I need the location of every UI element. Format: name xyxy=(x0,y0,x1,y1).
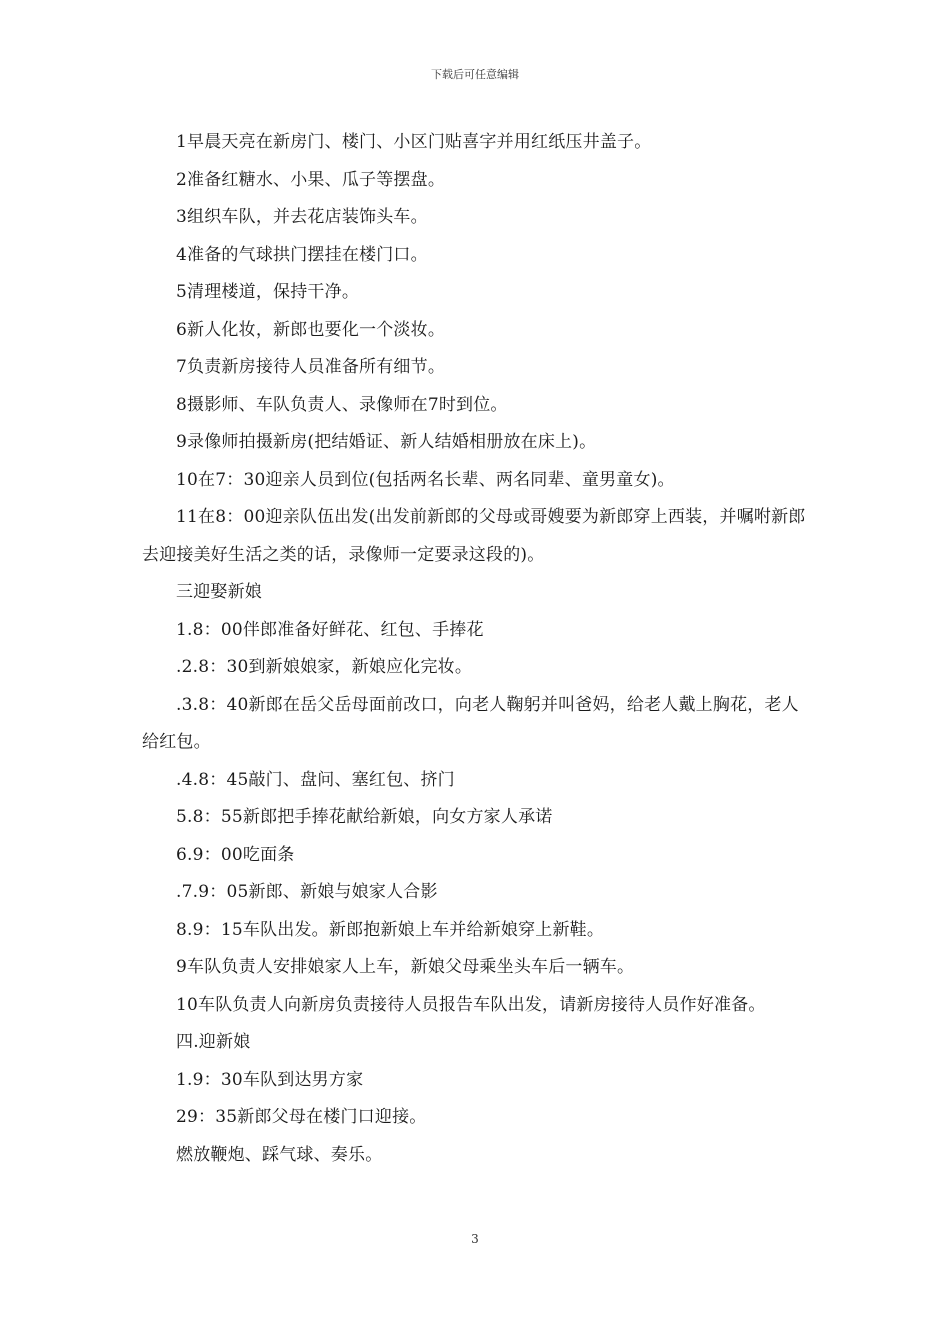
document-body xyxy=(142,124,810,1174)
page-header: 下载后可任意编辑 xyxy=(431,68,519,81)
paragraph: 燃放鞭炮、踩气球、奏乐。 xyxy=(176,1144,383,1165)
section-heading: 三迎娶新娘 xyxy=(176,582,262,602)
paragraph: 8摄影师、车队负责人、录像师在7时到位。 xyxy=(176,394,508,415)
paragraph: 6.9：00吃面条 xyxy=(176,844,295,865)
paragraph: 7负责新房接待人员准备所有细节。 xyxy=(176,357,446,377)
paragraph: 9录像师拍摄新房(把结婚证、新人结婚相册放在床上)。 xyxy=(176,432,597,452)
paragraph: 6新人化妆，新郎也要化一个淡妆。 xyxy=(176,319,446,340)
paragraph: 9车队负责人安排娘家人上车，新娘父母乘坐头车后一辆车。 xyxy=(176,957,635,977)
paragraph: 5清理楼道，保持干净。 xyxy=(176,282,360,302)
paragraph: 2准备红糖水、小果、瓜子等摆盘。 xyxy=(176,169,446,190)
paragraph: 4准备的气球拱门摆挂在楼门口。 xyxy=(176,244,428,265)
section-heading: 四.迎新娘 xyxy=(176,1032,251,1052)
paragraph: 3组织车队，并去花店装饰头车。 xyxy=(176,207,428,227)
paragraph: .2.8：30到新娘娘家，新娘应化完妆。 xyxy=(176,657,473,677)
paragraph: .3.8：40新郎在岳父岳母面前改口，向老人鞠躬并叫爸妈，给老人戴上胸花，老人给红包。 xyxy=(142,694,799,752)
paragraph: .7.9：05新郎、新娘与娘家人合影 xyxy=(176,882,438,902)
page-number: 3 xyxy=(471,1232,479,1246)
paragraph: .4.8：45敲门、盘问、塞红包、挤门 xyxy=(176,769,455,790)
paragraph: 11在8：00迎亲队伍出发(出发前新郎的父母或哥嫂要为新郎穿上西装，并嘱咐新郎去迎接美好生活之类的话，录像师一定要录这段的)。 xyxy=(142,507,806,565)
paragraph: 8.9：15车队出发。新郎抱新娘上车并给新娘穿上新鞋。 xyxy=(176,919,605,940)
paragraph: 10车队负责人向新房负责接待人员报告车队出发，请新房接待人员作好准备。 xyxy=(176,994,766,1015)
paragraph: 5.8：55新郎把手捧花献给新娘，向女方家人承诺 xyxy=(176,807,553,827)
paragraph: 1早晨天亮在新房门、楼门、小区门贴喜字并用红纸压井盖子。 xyxy=(176,132,652,152)
paragraph: 10在7：30迎亲人员到位(包括两名长辈、两名同辈、童男童女)。 xyxy=(176,469,675,490)
paragraph: 1.9：30车队到达男方家 xyxy=(176,1069,364,1090)
paragraph: 29：35新郎父母在楼门口迎接。 xyxy=(176,1107,427,1127)
paragraph: 1.8：00伴郎准备好鲜花、红包、手捧花 xyxy=(176,619,484,640)
